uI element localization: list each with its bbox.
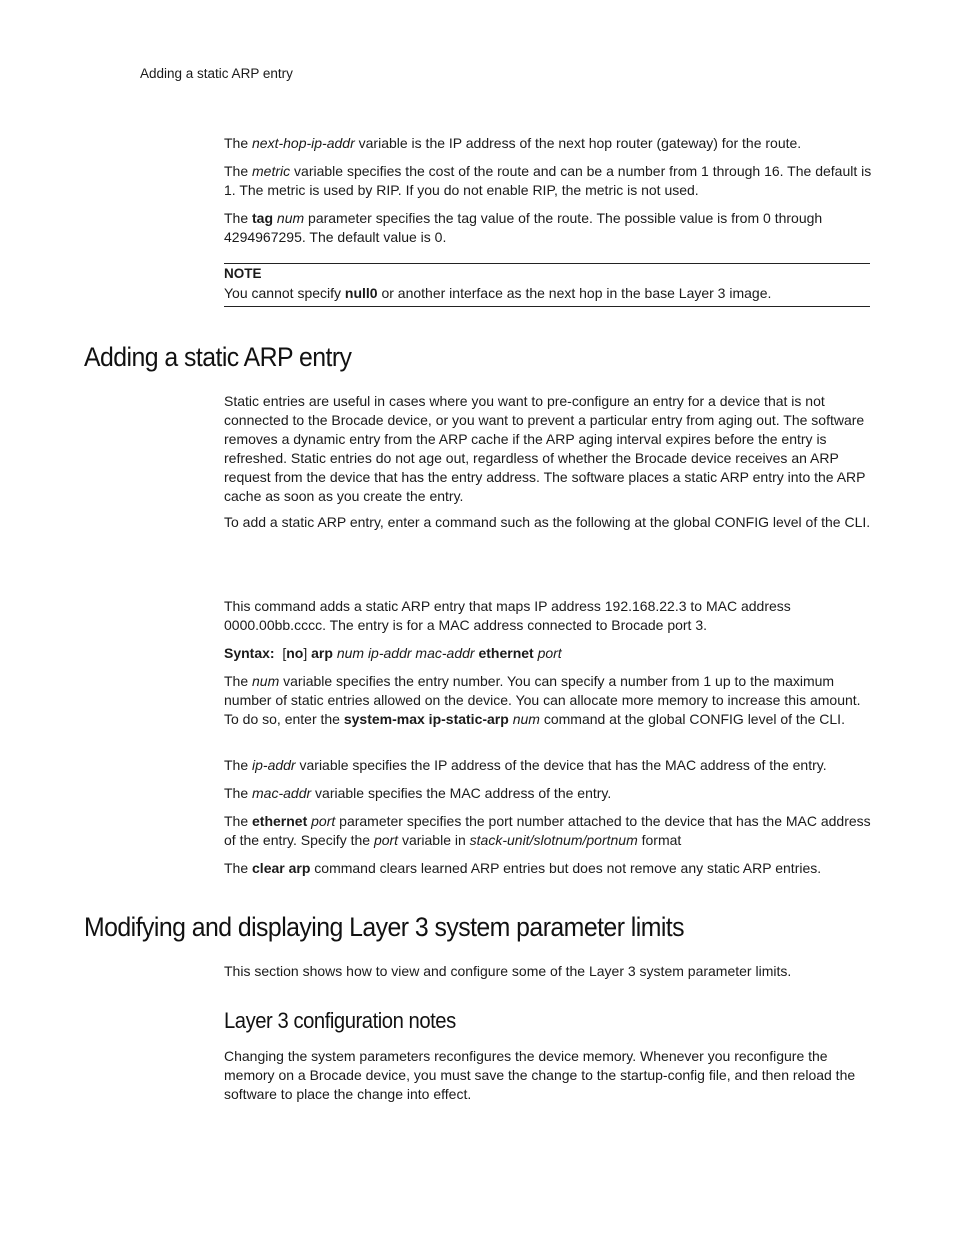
section-heading-static-arp: Adding a static ARP entry xyxy=(84,342,352,372)
paragraph-add-static-arp: To add a static ARP entry, enter a command such as the following at the global CONFIG level of the CLI. xyxy=(224,514,871,530)
paragraph-command-explanation: This command adds a static ARP entry that maps IP address 192.168.22.3 to MAC address 0000.00bb.cccc. The entry is for a MAC address connected to Brocade port 3. xyxy=(224,598,791,633)
subheading-layer3-config-notes: Layer 3 configuration notes xyxy=(224,1008,456,1033)
syntax-line: Syntax: [no] arp num ip-addr mac-addr ethernet port xyxy=(224,645,562,661)
paragraph-ethernet-port: The ethernet port parameter specifies the port number attached to the device that has the MAC address of the entry. Specify the port variable in stack-unit/slotnum/portnum format xyxy=(224,813,871,848)
paragraph-limits-intro: This section shows how to view and configure some of the Layer 3 system parameter limits. xyxy=(224,963,792,979)
paragraph-tag: The tag num parameter specifies the tag value of the route. The possible value is from 0 through 4294967295. The default value is 0. xyxy=(224,210,823,245)
running-head: Adding a static ARP entry xyxy=(140,66,293,81)
paragraph-metric: The metric variable specifies the cost of the route and can be a number from 1 through 16. The default is 1. The metric is used by RIP. If you do not enable RIP, the metric is not used. xyxy=(224,163,872,198)
note-label: NOTE xyxy=(224,266,262,281)
paragraph-mac-addr-variable: The mac-addr variable specifies the MAC address of the entry. xyxy=(224,785,612,801)
note-top-rule xyxy=(224,263,870,264)
note-text: You cannot specify null0 or another interface as the next hop in the base Layer 3 image. xyxy=(224,285,772,301)
paragraph-clear-arp: The clear arp command clears learned ARP entries but does not remove any static ARP entries. xyxy=(224,860,822,876)
note-bottom-rule xyxy=(224,306,870,307)
section-heading-layer3-limits: Modifying and displaying Layer 3 system parameter limits xyxy=(84,912,685,942)
paragraph-next-hop: The next-hop-ip-addr variable is the IP address of the next hop router (gateway) for the route. xyxy=(224,135,802,151)
paragraph-config-notes: Changing the system parameters reconfigures the device memory. Whenever you reconfigure the memory on a Brocade device, you must save the change to the startup-config file, and then reload the software to place the change into effect. xyxy=(224,1048,856,1102)
paragraph-ip-addr-variable: The ip-addr variable specifies the IP address of the device that has the MAC address of the entry. xyxy=(224,757,827,773)
paragraph-static-entries: Static entries are useful in cases where you want to pre-configure an entry for a device that is not connected to the Brocade device, or you want to prevent a particular entry from aging out. The software removes a dynamic entry from the ARP cache if the ARP aging interval expires before the entry is refreshed. Static entries do not age out, regardless of whether the Brocade device receives an ARP request from the device that has the entry address. The software places a static ARP entry into the ARP cache as soon as you create the entry. xyxy=(224,393,866,504)
paragraph-num-variable: The num variable specifies the entry number. You can specify a number from 1 up to the maximum number of static entries allowed on the device. You can allocate more memory to increase this amount. To do so, enter the system-max ip-static-arp num command at the global CONFIG level of the CLI. xyxy=(224,673,861,727)
